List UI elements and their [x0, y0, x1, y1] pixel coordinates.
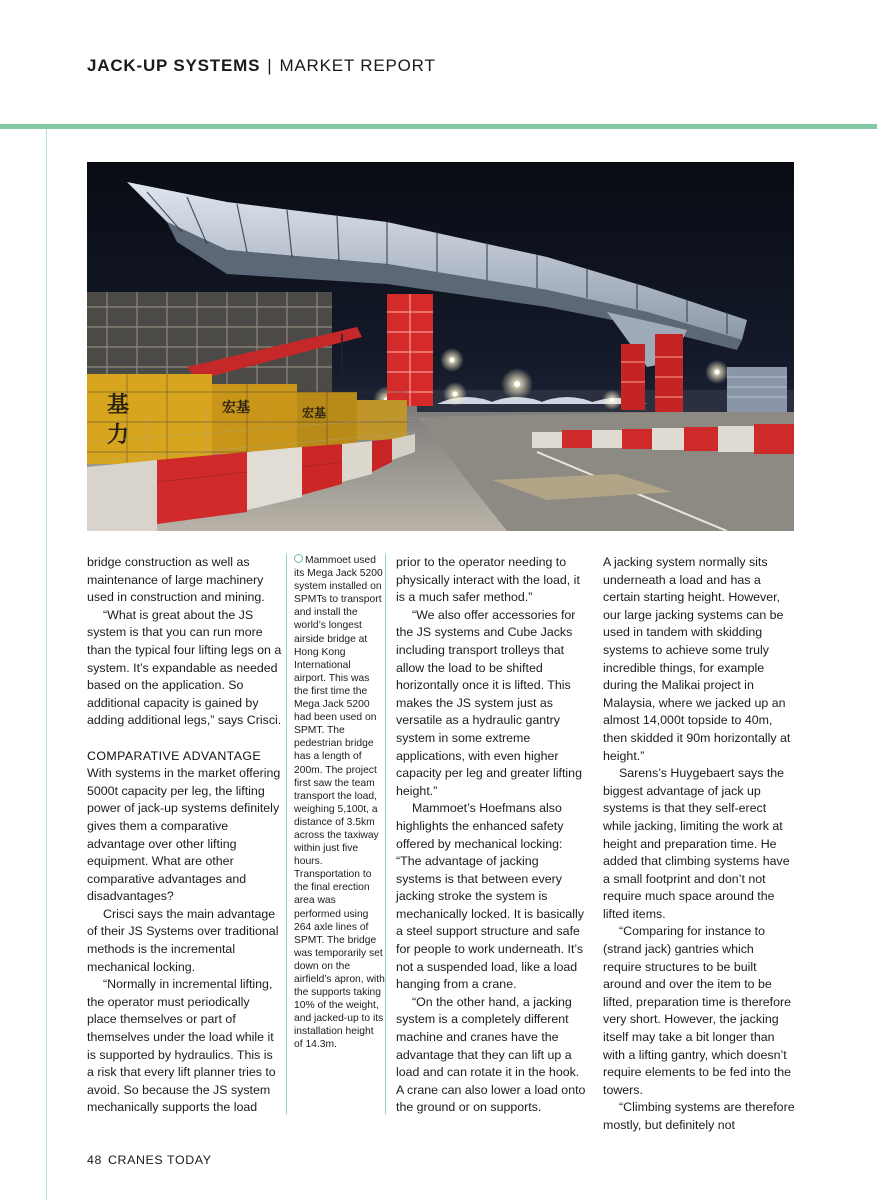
col3-paragraph-4: “On the other hand, a jacking system is a completely different machine and cranes have the advantage that they can lift up a load and can rotate it in the hook. A crane can also lower a load onto the ground or on supports.	[396, 994, 586, 1115]
col1-paragraph-3: With systems in the market offering 5000t capacity per leg, the lifting power of jack-up systems definitely gives them a comparative advantage over other lifting equipment. What are other comparative advantages and disadvantages?	[87, 766, 281, 904]
page-footer	[87, 1153, 212, 1167]
article-column-3	[396, 554, 586, 1117]
caption-text: Mammoet used its Mega Jack 5200 system installed on SPMTs to transport and install the world’s longest airside bridge at Hong Kong International airport. This was the first time the Mega Jack 5200 had been used on SPMT. The pedestrian bridge has a length of 200m. The project first saw the team transport the load, weighing 5,100t, a distance of 3.5km across the taxiway within just five hours. Transportation to the final erection area was performed using 264 axle lines of SPMT. The bridge was temporarily set down on the airfield’s apron, with the supports taking 10% of the weight, and jacked-up to its installation height of 14.3m.	[294, 555, 385, 1051]
col4-paragraph-3: “Comparing for instance to (strand jack) gantries which require structures to be built around and over the item to be lifted, preparation time is therefore very short. However, the jacking itself may take a bit longer than with a lifting gantry, which doesn’t require elements to be fed into the towers.	[603, 924, 792, 1097]
publication-name: CRANES TODAY	[107, 1153, 212, 1167]
article-column-1	[87, 554, 282, 1117]
col3-paragraph-1: prior to the operator needing to physically interact with the load, it is a much safer method.”	[396, 555, 580, 605]
header-separator: |	[267, 56, 273, 75]
col3-paragraph-3: Mammoet’s Hoefmans also highlights the enhanced safety offered by mechanical locking: “The advantage of jacking systems is that between every jacking stroke the system is mechanically locked. It is basically a steel support structure and safe for people to work underneath. It’s not a suspended load, like a load hanging from a crane.	[396, 801, 585, 992]
subheading-comparative-advantage: COMPARATIVE ADVANTAGE	[87, 748, 262, 763]
col4-paragraph-4: “Climbing systems are therefore mostly, but definitely not	[603, 1100, 795, 1132]
col1-paragraph-4: Crisci says the main advantage of their JS Systems over traditional methods is the incremental mechanical locking.	[87, 906, 279, 974]
col3-paragraph-2: “We also offer accessories for the JS systems and Cube Jacks including transport trolleys that allow the load to be shifted horizontally once it is lifted. This makes the JS system just as versatile as a hydraulic gantry system in some extreme applications, with even higher capacity per leg and greater lifting height.”	[396, 607, 582, 798]
article-column-4	[603, 554, 795, 1135]
col1-paragraph-1: bridge construction as well as maintenance of large machinery used in construction and mining.	[87, 555, 265, 605]
photo-caption	[286, 554, 386, 1114]
col4-paragraph-2: Sarens’s Huygebaert says the biggest advantage of jack up systems is that they self-erect while jacking, limiting the work at height and preparation time. He added that climbing systems have a small footprint and don’t not require much space around the lifted items.	[603, 766, 790, 921]
bridge-photo-illustration	[87, 162, 794, 531]
header-rule	[0, 124, 877, 129]
caption-bullet-icon	[294, 554, 303, 563]
header-section: JACK-UP SYSTEMS	[87, 56, 261, 75]
signage-2: 力	[107, 423, 130, 448]
col1-paragraph-5: “Normally in incremental lifting, the operator must periodically place themselves or part of themselves under the load while it is supported by hydraulics. This is a risk that every lift planner tries to avoid. So because the JS system mechanically supports the load	[87, 977, 276, 1115]
page-left-border	[46, 128, 47, 1200]
bridge-photo	[87, 162, 794, 531]
col1-paragraph-2: “What is great about the JS system is that you can run more than the typical four lifting legs on a system. It’s expandable as needed based on the application. So additional capacity is gained by adding additional legs,” says Crisci.	[87, 607, 282, 728]
signage-1: 基	[107, 393, 130, 418]
tower-building	[727, 367, 787, 412]
signage-4: 宏基	[302, 406, 327, 420]
page-header	[87, 56, 436, 76]
col4-paragraph-1: A jacking system normally sits underneath a load and has a certain starting height. However, our large jacking systems can be used in tandem with skidding systems to achieve some truly incredible things, for example during the Malikai project in Malaysia, where we jacked up an almost 14,000t topside to 40m, then skidded it 90m horizontally at height.”	[603, 555, 791, 763]
header-title: MARKET REPORT	[279, 56, 436, 75]
signage-3: 宏基	[222, 400, 250, 416]
page-number: 48	[87, 1153, 102, 1167]
